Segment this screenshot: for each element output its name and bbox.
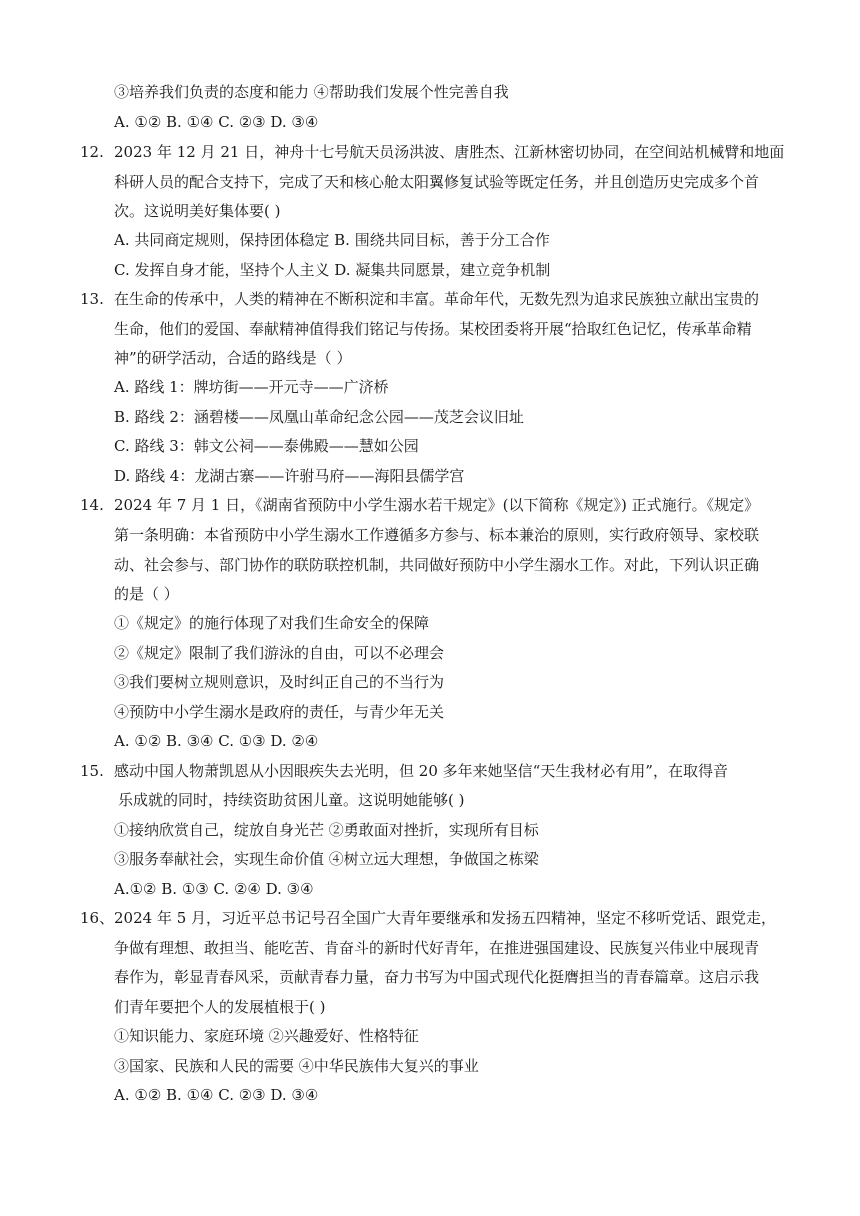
q14-stem-line2: 第一条明确：本省预防中小学生溺水工作遵循多方参与、标本兼治的原则，实行政府领导、家校联	[114, 526, 760, 544]
q16-statements-3-4: ③国家、民族和人民的需要 ④中华民族伟大复兴的事业	[114, 1057, 479, 1075]
q13-option-d: D. 路线 4：龙湖古寨——许驸马府——海阳县儒学宫	[114, 467, 465, 485]
q12-options-ab: A. 共同商定规则，保持团体稳定 B. 围绕共同目标，善于分工合作	[114, 231, 550, 249]
q12-stem-line2: 科研人员的配合支持下，完成了天和核心舱太阳翼修复试验等既定任务，并且创造历史完成多个首	[114, 173, 760, 191]
q12-number: 12.	[80, 143, 104, 161]
q12-stem-line3: 次。这说明美好集体要( )	[114, 202, 281, 220]
q14-stem-line1: 2024 年 7 月 1 日，《湖南省预防中小学生溺水若干规定》(以下简称《规定》) 正式施行。《规定》	[114, 496, 760, 514]
q14-statement-4: ④预防中小学生溺水是政府的责任，与青少年无关	[114, 703, 445, 721]
q16-stem-line3: 春作为，彰显青春风采，贡献青春力量，奋力书写为中国式现代化挺膺担当的青春篇章。这启示我	[114, 968, 760, 986]
q14-statement-2: ②《规定》限制了我们游泳的自由，可以不必理会	[114, 644, 445, 662]
q12-options-cd: C. 发挥自身才能，坚持个人主义 D. 凝集共同愿景，建立竞争机制	[114, 261, 551, 279]
q13-stem-line3: 神”的研学活动，合适的路线是（ ）	[114, 349, 352, 367]
q13-option-c: C. 路线 3：韩文公祠——泰佛殿——慧如公园	[114, 437, 419, 455]
q13-stem-line1: 在生命的传承中，人类的精神在不断积淀和丰富。革命年代，无数先烈为追求民族独立献出宝贵的	[114, 290, 760, 308]
q14-statement-1: ①《规定》的施行体现了对我们生命安全的保障	[114, 614, 430, 632]
q13-option-a: A. 路线 1：牌坊街——开元寺——广济桥	[114, 378, 389, 396]
q15-stem-line2: 乐成就的同时，持续资助贫困儿童。这说明她能够( )	[118, 791, 465, 809]
q15-options: A.①② B. ①③ C. ②④ D. ③④	[114, 880, 314, 898]
q13-stem-line2: 生命，他们的爱国、奉献精神值得我们铭记与传扬。某校团委将开展“拾取红色记忆，传承革命精	[114, 320, 752, 338]
q16-stem-line1: 2024 年 5 月，习近平总书记号召全国广大青年要继承和发扬五四精神，坚定不移听党话、跟党走，	[114, 909, 777, 927]
q14-stem-line3: 动、社会参与、部门协作的联防联控机制，共同做好预防中小学生溺水工作。对此，下列认识正确	[114, 556, 760, 574]
q12-stem-line1: 2023 年 12 月 21 日，神舟十七号航天员汤洪波、唐胜杰、江新林密切协同，在空间站机械臂和地面	[114, 143, 785, 161]
q14-number: 14.	[80, 496, 104, 514]
q11-statements-3-4: ③培养我们负责的态度和能力 ④帮助我们发展个性完善自我	[114, 83, 509, 101]
q16-statements-1-2: ①知识能力、家庭环境 ②兴趣爱好、性格特征	[114, 1027, 419, 1045]
q15-statements-3-4: ③服务奉献社会，实现生命价值 ④树立远大理想，争做国之栋梁	[114, 850, 539, 868]
q14-statement-3: ③我们要树立规则意识，及时纠正自己的不当行为	[114, 673, 445, 691]
q15-statements-1-2: ①接纳欣赏自己，绽放自身光芒 ②勇敢面对挫折，实现所有目标	[114, 821, 539, 839]
q16-stem-line2: 争做有理想、敢担当、能吃苦、肯奋斗的新时代好青年，在推进强国建设、民族复兴伟业中展现青	[114, 939, 760, 957]
q11-options: A. ①② B. ①④ C. ②③ D. ③④	[114, 113, 319, 131]
q16-number: 16、	[80, 909, 115, 927]
q15-stem-line1: 感动中国人物萧凯恩从小因眼疾失去光明，但 20 多年来她坚信“天生我材必有用”，在取得音	[114, 762, 728, 780]
q16-options: A. ①② B. ①④ C. ②③ D. ③④	[114, 1086, 319, 1104]
q14-stem-line4: 的是（ ）	[114, 585, 179, 603]
q13-option-b: B. 路线 2：涵碧楼——凤凰山革命纪念公园——茂芝会议旧址	[114, 408, 524, 426]
q16-stem-line4: 们青年要把个人的发展植根于( )	[114, 998, 326, 1016]
q14-options: A. ①② B. ③④ C. ①③ D. ②④	[114, 732, 319, 750]
q15-number: 15.	[80, 762, 104, 780]
q13-number: 13.	[80, 290, 104, 308]
